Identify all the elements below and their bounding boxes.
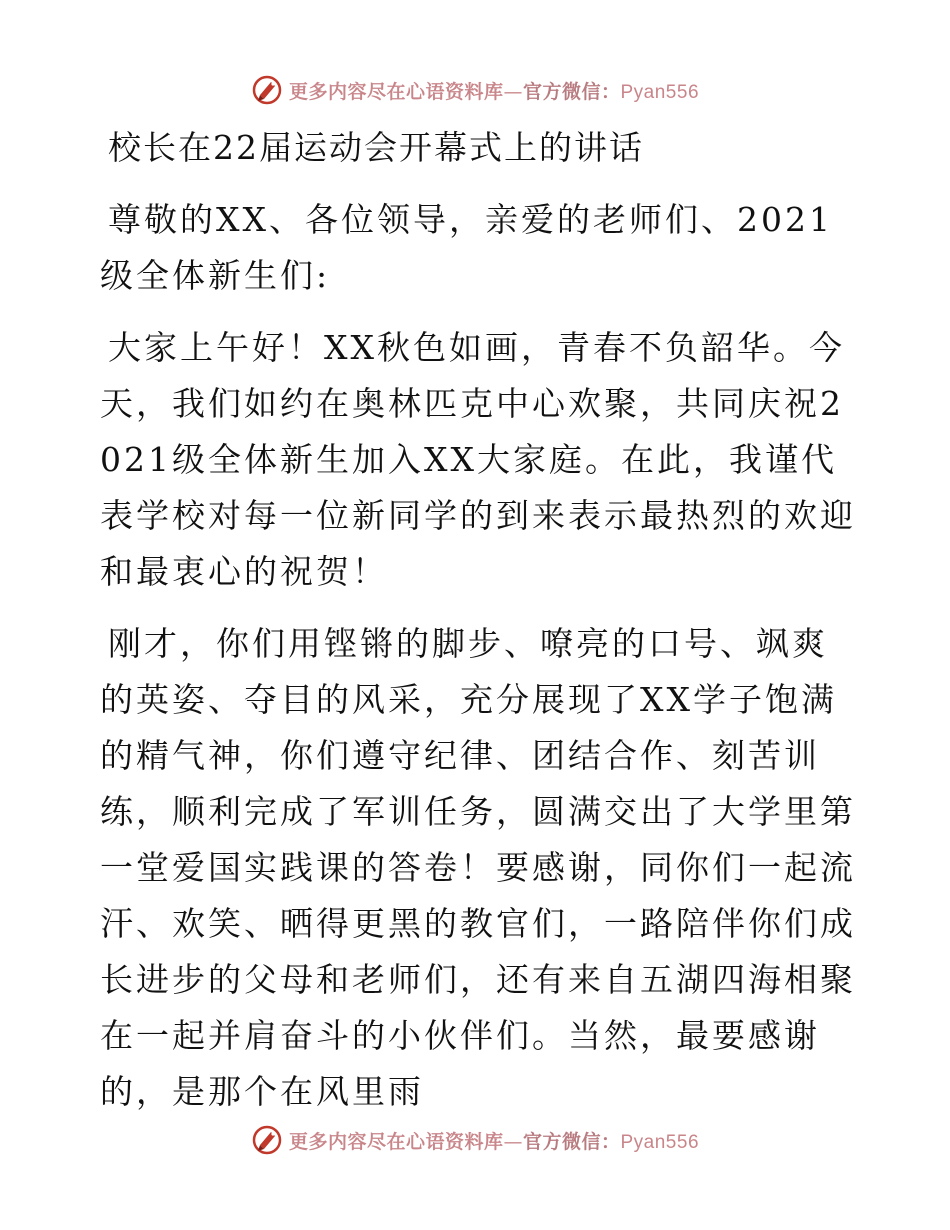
banner-separator: — <box>503 80 523 103</box>
banner-main-text: 更多内容尽在心语资料库 <box>288 1130 504 1153</box>
footer-banner-text <box>289 1127 699 1154</box>
banner-wechat-label: 官方微信： <box>522 80 621 103</box>
header-banner <box>0 70 950 110</box>
banner-separator: — <box>503 1130 523 1153</box>
banner-wechat-label: 官方微信： <box>522 1130 621 1153</box>
banner-account: Pyan556 <box>620 81 700 103</box>
paragraph-military-training: 刚才，你们用铿锵的脚步、嘹亮的口号、飒爽的英姿、夺目的风采，充分展现了XX学子饱满的精气神，你们遵守纪律、团结合作、刻苦训练，顺利完成了军训任务，圆满交出了大学里第一堂爱国实践课的答卷！要感谢，同你们一起流汗、欢笑、晒得更黑的教官们，一路陪伴你们成长进步的父母和老师们，还有来自五湖四海相聚在一起并肩奋斗的小伙伴们。当然，最要感谢的，是那个在风里雨 <box>100 624 856 1111</box>
document-body <box>100 120 860 1136</box>
footer-banner <box>0 1120 950 1160</box>
paragraph-greeting: 大家上午好！XX秋色如画，青春不负韶华。今天，我们如约在奥林匹克中心欢聚，共同庆祝2021级全体新生加入XX大家庭。在此，我谨代表学校对每一位新同学的到来表示最热烈的欢迎和最衷心的祝贺！ <box>100 328 856 591</box>
paragraph-salutation: 尊敬的XX、各位领导，亲爱的老师们、2021级全体新生们: <box>100 200 833 295</box>
document-title: 校长在22届运动会开幕式上的讲话 <box>108 128 644 167</box>
logo-icon <box>251 74 283 106</box>
logo-icon <box>251 1124 283 1156</box>
header-banner-text <box>289 77 699 104</box>
banner-main-text: 更多内容尽在心语资料库 <box>288 80 504 103</box>
banner-account: Pyan556 <box>620 1131 700 1153</box>
